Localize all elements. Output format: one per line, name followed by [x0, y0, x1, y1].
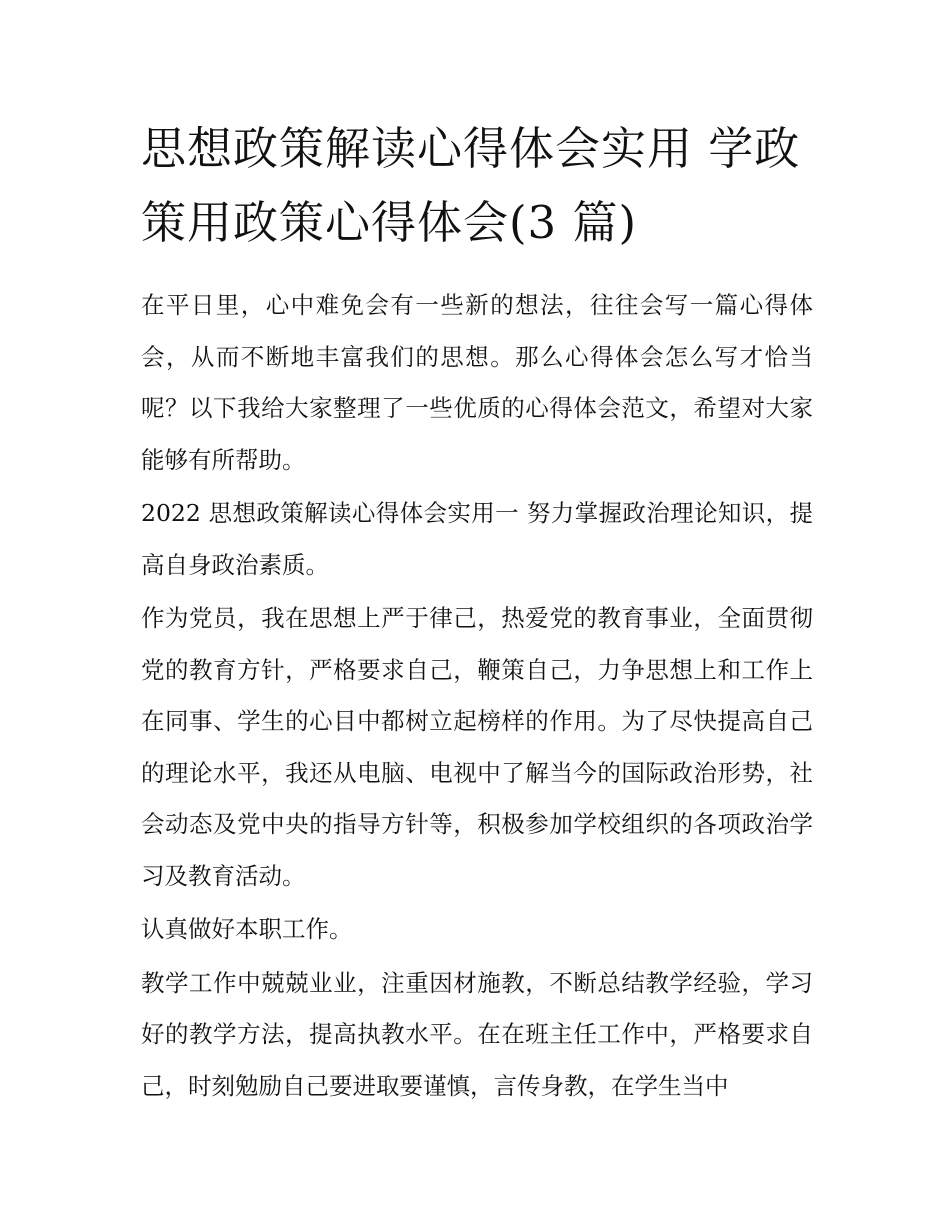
paragraph-section-heading: 2022 思想政策解读心得体会实用一 努力掌握政治理论知识，提高自身政治素质。	[141, 499, 813, 579]
paragraph-teaching: 教学工作中兢兢业业，注重因材施教，不断总结教学经验，学习好的教学方法，提高执教水平。在在班主任工作中，严格要求自己，时刻勉励自己要进取要谨慎，言传身教，在学生当中	[141, 968, 813, 1100]
paragraph-party-member: 作为党员，我在思想上严于律己，热爱党的教育事业，全面贯彻党的教育方针，严格要求自己，鞭策自己，力争思想上和工作上在同事、学生的心目中都树立起榜样的作用。为了尽快提高自己的理论水平，我还从电脑、电视中了解当今的国际政治形势，社会动态及党中央的指导方针等，积极参加学校组织的各项政治学习及教育活动。	[141, 604, 813, 890]
document-body	[141, 112, 813, 1114]
document-title: 思想政策解读心得体会实用 学政策用政策心得体会(3 篇)	[141, 122, 801, 249]
paragraph-subheading: 认真做好本职工作。	[141, 915, 353, 943]
paragraph-intro: 在平日里，心中难免会有一些新的想法，往往会写一篇心得体会，从而不断地丰富我们的思想。那么心得体会怎么写才恰当呢？以下我给大家整理了一些优质的心得体会范文，希望对大家能够有所帮助。	[141, 291, 813, 474]
